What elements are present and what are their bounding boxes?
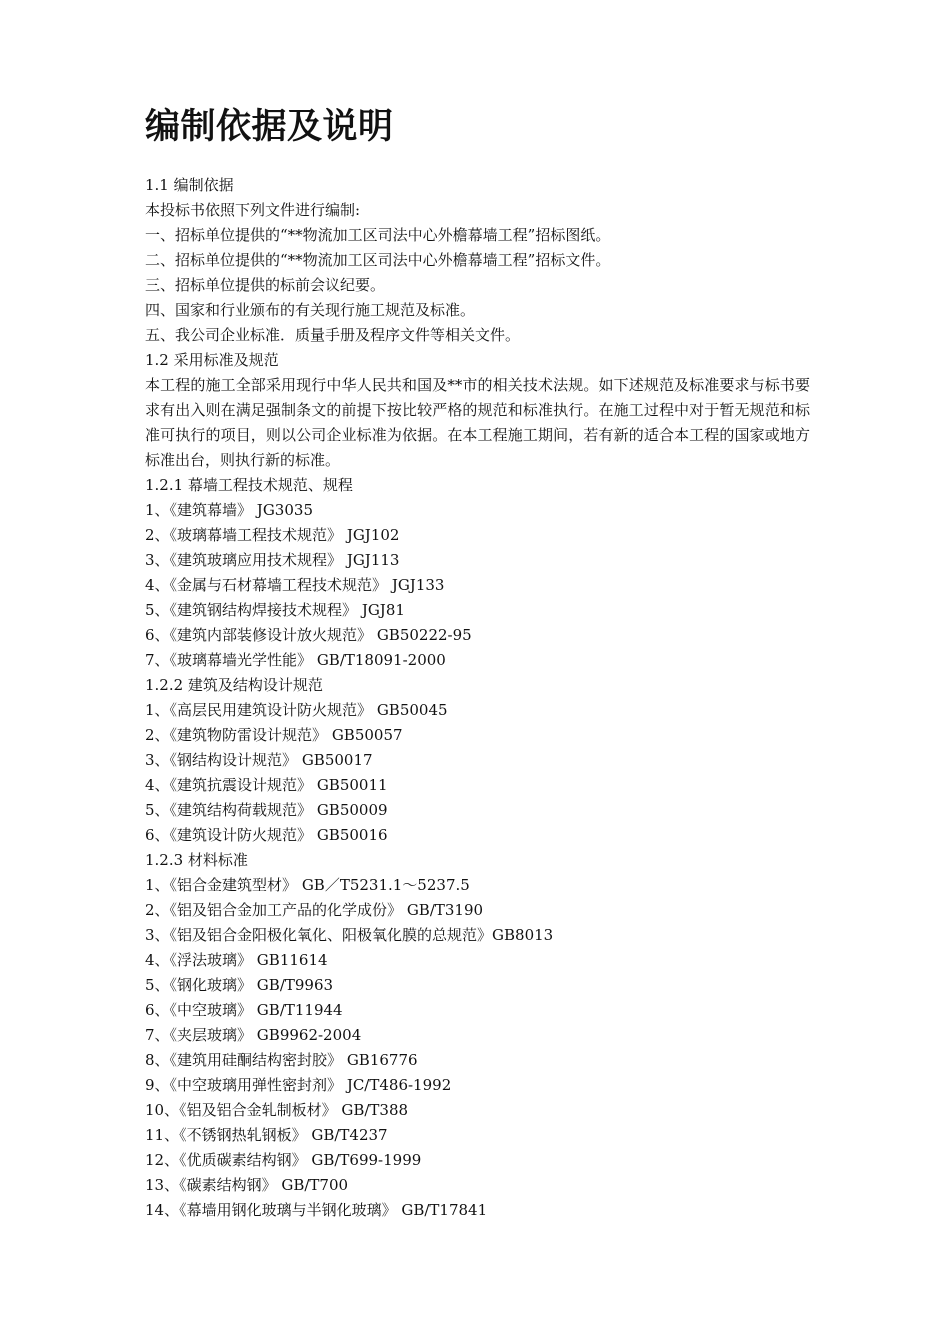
list-item: 三、招标单位提供的标前会议纪要。 <box>145 276 386 294</box>
list-item: 3、《铝及铝合金阳极化氧化、阳极氧化膜的总规范》GB8013 <box>145 926 554 944</box>
list-item: 3、《钢结构设计规范》 GB50017 <box>145 751 373 769</box>
page-title: 编制依据及说明 <box>145 107 394 147</box>
list-item: 五、我公司企业标准．质量手册及程序文件等相关文件。 <box>145 326 521 344</box>
document-body <box>145 173 810 1223</box>
list-item: 2、《建筑物防雷设计规范》 GB50057 <box>145 726 403 744</box>
section-intro: 本投标书依照下列文件进行编制: <box>145 201 361 219</box>
list-item: 3、《建筑玻璃应用技术规程》 JGJ113 <box>145 551 400 569</box>
list-item: 5、《钢化玻璃》 GB/T9963 <box>145 976 334 994</box>
standards-paragraph: 本工程的施工全部采用现行中华人民共和国及**市的相关技术法规。如下述规范及标准要求与标书要求有出入则在满足强制条文的前提下按比较严格的规范和标准执行。在施工过程中对于暂无规范和标准可执行的项目，则以公司企业标准为依据。在本工程施工期间，若有新的适合本工程的国家或地方标准出台，则执行新的标准。 <box>145 376 810 469</box>
section-heading-1-2: 1.2 采用标准及规范 <box>145 351 279 369</box>
list-item: 1、《高层民用建筑设计防火规范》 GB50045 <box>145 701 448 719</box>
list-item: 2、《玻璃幕墙工程技术规范》 JGJ102 <box>145 526 400 544</box>
list-item: 14、《幕墙用钢化玻璃与半钢化玻璃》 GB/T17841 <box>145 1201 488 1219</box>
list-item: 5、《建筑钢结构焊接技术规程》 JGJ81 <box>145 601 405 619</box>
section-heading-1-1: 1.1 编制依据 <box>145 176 234 194</box>
list-item: 1、《铝合金建筑型材》 GB／T5231.1～5237.5 <box>145 876 470 894</box>
list-item: 12、《优质碳素结构钢》 GB/T699-1999 <box>145 1151 422 1169</box>
list-item: 6、《中空玻璃》 GB/T11944 <box>145 1001 343 1019</box>
list-item: 6、《建筑内部装修设计放火规范》 GB50222-95 <box>145 626 472 644</box>
section-heading-1-2-2: 1.2.2 建筑及结构设计规范 <box>145 676 323 694</box>
list-item: 7、《夹层玻璃》 GB9962-2004 <box>145 1026 362 1044</box>
list-item: 4、《建筑抗震设计规范》 GB50011 <box>145 776 388 794</box>
section-heading-1-2-1: 1.2.1 幕墙工程技术规范、规程 <box>145 476 353 494</box>
list-item: 9、《中空玻璃用弹性密封剂》 JC/T486-1992 <box>145 1076 452 1094</box>
list-item: 四、国家和行业颁布的有关现行施工规范及标准。 <box>145 301 476 319</box>
list-item: 4、《金属与石材幕墙工程技术规范》 JGJ133 <box>145 576 445 594</box>
list-item: 5、《建筑结构荷载规范》 GB50009 <box>145 801 388 819</box>
list-item: 一、招标单位提供的“**物流加工区司法中心外檐幕墙工程”招标图纸。 <box>145 226 611 244</box>
section-heading-1-2-3: 1.2.3 材料标准 <box>145 851 248 869</box>
list-item: 6、《建筑设计防火规范》 GB50016 <box>145 826 388 844</box>
list-item: 4、《浮法玻璃》 GB11614 <box>145 951 328 969</box>
list-item: 2、《铝及铝合金加工产品的化学成份》 GB/T3190 <box>145 901 484 919</box>
list-item: 7、《玻璃幕墙光学性能》 GB/T18091-2000 <box>145 651 446 669</box>
list-item: 11、《不锈钢热轧钢板》 GB/T4237 <box>145 1126 388 1144</box>
list-item: 1、《建筑幕墙》 JG3035 <box>145 501 313 519</box>
list-item: 10、《铝及铝合金轧制板材》 GB/T388 <box>145 1101 409 1119</box>
list-item: 二、招标单位提供的“**物流加工区司法中心外檐幕墙工程”招标文件。 <box>145 251 611 269</box>
list-item: 13、《碳素结构钢》 GB/T700 <box>145 1176 349 1194</box>
list-item: 8、《建筑用硅酮结构密封胶》 GB16776 <box>145 1051 418 1069</box>
